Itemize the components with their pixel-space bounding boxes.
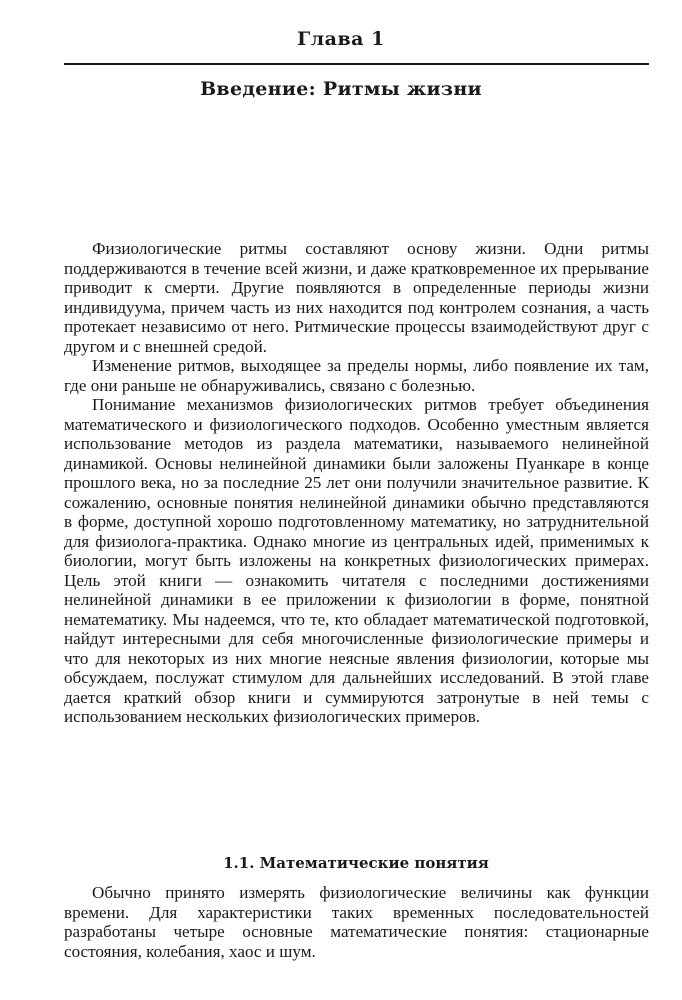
paragraph: Физиологические ритмы составляют основу жизни. Одни ритмы поддерживаются в течение всей жизни, и даже кратковременное их прерывание приводит к смерти. Другие появляются в определенные периоды жизни индивидуума, причем часть из них находится под контролем сознания, а часть протекает независимо от него. Ритмические процессы взаимодействуют друг с другом и с внешней средой. [64, 239, 649, 356]
chapter-title: Введение: Ритмы жизни [200, 78, 482, 100]
header-rule [64, 63, 649, 65]
section-heading: 1.1. Математические понятия [223, 854, 489, 872]
section-body [64, 883, 649, 961]
paragraph: Изменение ритмов, выходящее за пределы нормы, либо появление их там, где они раньше не обнаруживались, связано с болезнью. [64, 356, 649, 395]
chapter-label: Глава 1 [297, 28, 385, 50]
paragraph: Понимание механизмов физиологических ритмов требует объединения математического и физиологического подходов. Особенно уместным является использование методов из раздела математики, называемого нелинейной динамикой. Основы нелинейной динамики были заложены Пуанкаре в конце прошлого века, но за последние 25 лет они получили значительное развитие. К сожалению, основные понятия нелинейной динамики обычно представляются в форме, доступной хорошо подготовленному математику, но затруднительной для физиолога-практика. Однако многие из центральных идей, применимых к биологии, могут быть изложены на конкретных физиологических примерах. Цель этой книги — ознакомить читателя с последними достижениями нелинейной динамики в ее приложении к физиологии в форме, понятной нематематику. Мы надеемся, что те, кто обладает математической подготовкой, найдут интересными для себя многочисленные физиологические примеры и что для некоторых из них многие неясные явления физиологии, которые мы обсуждаем, послужат стимулом для дальнейших исследований. В этой главе дается краткий обзор книги и суммируются затронутые в ней темы с использованием нескольких физиологических примеров. [64, 395, 649, 726]
paragraph: Обычно принято измерять физиологические величины как функции времени. Для характеристики таких временных последовательностей разработаны четыре основные математические понятия: стационарные состояния, колебания, хаос и шум. [64, 883, 649, 961]
chapter-intro [64, 239, 649, 727]
